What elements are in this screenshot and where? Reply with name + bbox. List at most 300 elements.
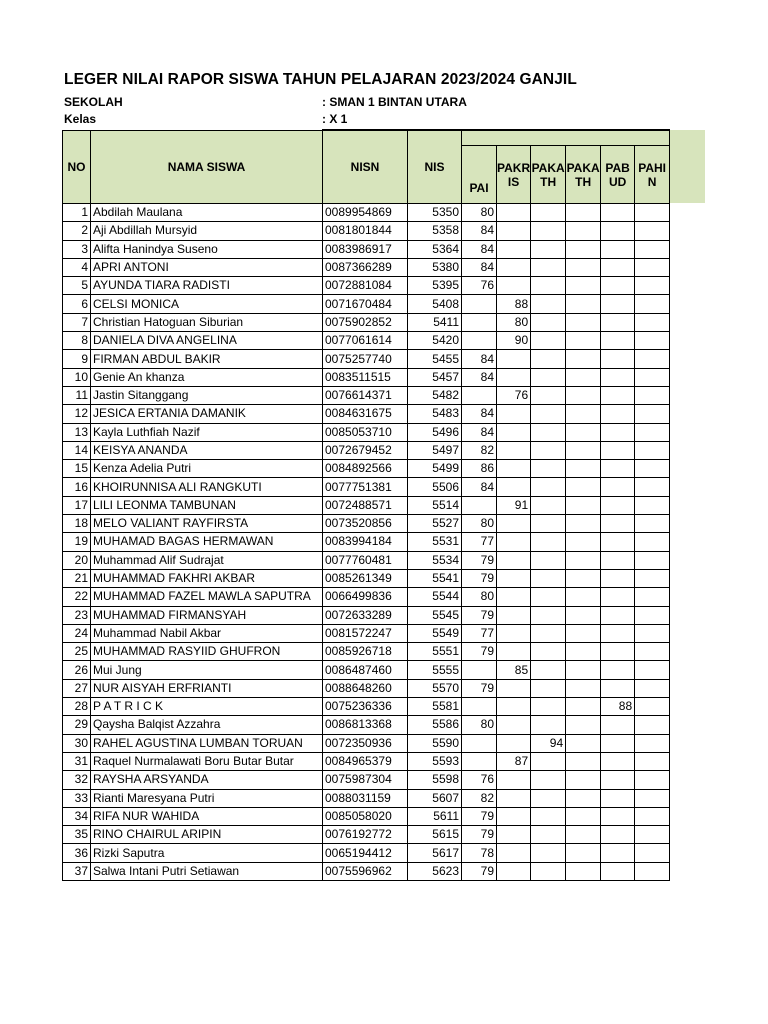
cell-score xyxy=(497,771,531,789)
cell-no: 23 xyxy=(63,606,91,624)
cell-nama-siswa: Rizki Saputra xyxy=(91,844,323,862)
cell-no: 20 xyxy=(63,551,91,569)
cell-score xyxy=(601,515,635,533)
cell-no: 29 xyxy=(63,716,91,734)
cell-score xyxy=(531,862,566,880)
cell-score: 84 xyxy=(462,478,497,496)
cell-nis: 5581 xyxy=(408,698,462,716)
cell-score xyxy=(635,551,670,569)
cell-score xyxy=(635,844,670,862)
cell-score xyxy=(601,734,635,752)
cell-nis: 5544 xyxy=(408,588,462,606)
table-row xyxy=(63,350,670,368)
cell-no: 17 xyxy=(63,496,91,514)
cell-no: 14 xyxy=(63,441,91,459)
cell-no: 18 xyxy=(63,515,91,533)
header-subject-6 xyxy=(635,146,670,204)
cell-nis: 5380 xyxy=(408,258,462,276)
table-row xyxy=(63,222,670,240)
cell-score: 84 xyxy=(462,240,497,258)
cell-score xyxy=(566,423,601,441)
header-subject-line2: IS xyxy=(507,174,520,189)
cell-nisn: 0088031159 xyxy=(323,789,408,807)
cell-score xyxy=(462,752,497,770)
table-row xyxy=(63,716,670,734)
table-row xyxy=(63,789,670,807)
cell-nisn: 0085058020 xyxy=(323,807,408,825)
cell-score xyxy=(635,332,670,350)
cell-score xyxy=(462,386,497,404)
cell-score xyxy=(531,405,566,423)
cell-score xyxy=(566,240,601,258)
cell-score xyxy=(601,258,635,276)
header-subject-line2: TH xyxy=(575,174,592,189)
cell-score: 79 xyxy=(462,643,497,661)
cell-score xyxy=(635,734,670,752)
header-fill-extension xyxy=(669,130,705,203)
cell-nama-siswa: P A T R I C K xyxy=(91,698,323,716)
cell-score xyxy=(601,807,635,825)
cell-score xyxy=(601,752,635,770)
table-row xyxy=(63,844,670,862)
cell-nama-siswa: MUHAMMAD FAZEL MAWLA SAPUTRA xyxy=(91,588,323,606)
header-subject-line2: UD xyxy=(608,174,627,189)
cell-score: 77 xyxy=(462,533,497,551)
cell-nisn: 0076192772 xyxy=(323,826,408,844)
cell-nisn: 0085926718 xyxy=(323,643,408,661)
cell-nis: 5499 xyxy=(408,460,462,478)
cell-nis: 5482 xyxy=(408,386,462,404)
cell-score xyxy=(635,423,670,441)
cell-score xyxy=(531,313,566,331)
cell-score xyxy=(601,789,635,807)
cell-nis: 5598 xyxy=(408,771,462,789)
cell-score: 79 xyxy=(462,862,497,880)
cell-score xyxy=(531,240,566,258)
cell-no: 34 xyxy=(63,807,91,825)
cell-nisn: 0084892566 xyxy=(323,460,408,478)
cell-score: 79 xyxy=(462,826,497,844)
cell-nama-siswa: JESICA ERTANIA DAMANIK xyxy=(91,405,323,423)
cell-score xyxy=(635,350,670,368)
cell-nis: 5358 xyxy=(408,222,462,240)
cell-score xyxy=(635,862,670,880)
cell-score xyxy=(635,460,670,478)
cell-nisn: 0089954869 xyxy=(323,204,408,222)
header-subject-line1: PAI xyxy=(469,181,489,195)
cell-score xyxy=(601,350,635,368)
cell-score xyxy=(531,551,566,569)
cell-score xyxy=(635,643,670,661)
table-row xyxy=(63,643,670,661)
cell-score: 76 xyxy=(497,386,531,404)
cell-no: 6 xyxy=(63,295,91,313)
cell-score xyxy=(601,386,635,404)
cell-nisn: 0072350936 xyxy=(323,734,408,752)
cell-no: 32 xyxy=(63,771,91,789)
cell-score xyxy=(497,862,531,880)
cell-score xyxy=(566,332,601,350)
cell-score xyxy=(497,368,531,386)
cell-score xyxy=(531,826,566,844)
table-row xyxy=(63,313,670,331)
cell-score xyxy=(635,277,670,295)
header-subject-line1: PAKR xyxy=(497,160,531,175)
cell-score: 84 xyxy=(462,350,497,368)
cell-score: 80 xyxy=(462,716,497,734)
cell-score xyxy=(531,569,566,587)
cell-nama-siswa: Qaysha Balqist Azzahra xyxy=(91,716,323,734)
cell-score: 79 xyxy=(462,606,497,624)
cell-nisn: 0077760481 xyxy=(323,551,408,569)
cell-score xyxy=(601,533,635,551)
cell-nisn: 0066499836 xyxy=(323,588,408,606)
cell-nis: 5483 xyxy=(408,405,462,423)
cell-no: 24 xyxy=(63,624,91,642)
cell-no: 35 xyxy=(63,826,91,844)
cell-no: 3 xyxy=(63,240,91,258)
cell-score xyxy=(601,295,635,313)
cell-score xyxy=(635,679,670,697)
cell-score: 76 xyxy=(462,771,497,789)
cell-nisn: 0083986917 xyxy=(323,240,408,258)
cell-nisn: 0086487460 xyxy=(323,661,408,679)
table-row xyxy=(63,698,670,716)
cell-nisn: 0072633289 xyxy=(323,606,408,624)
cell-no: 25 xyxy=(63,643,91,661)
cell-no: 37 xyxy=(63,862,91,880)
cell-no: 19 xyxy=(63,533,91,551)
header-nis: NIS xyxy=(408,131,462,204)
table-row xyxy=(63,368,670,386)
cell-no: 8 xyxy=(63,332,91,350)
cell-score: 84 xyxy=(462,405,497,423)
cell-score xyxy=(566,679,601,697)
cell-score xyxy=(566,734,601,752)
table-row xyxy=(63,332,670,350)
cell-no: 31 xyxy=(63,752,91,770)
header-subject-line2: TH xyxy=(540,174,557,189)
cell-no: 16 xyxy=(63,478,91,496)
cell-score xyxy=(601,569,635,587)
table-row xyxy=(63,807,670,825)
cell-nama-siswa: Abdilah Maulana xyxy=(91,204,323,222)
cell-score xyxy=(497,551,531,569)
table-row xyxy=(63,441,670,459)
header-nisn: NISN xyxy=(323,131,408,204)
cell-score xyxy=(601,368,635,386)
cell-nis: 5514 xyxy=(408,496,462,514)
cell-score xyxy=(531,752,566,770)
cell-no: 7 xyxy=(63,313,91,331)
cell-nisn: 0071670484 xyxy=(323,295,408,313)
cell-score xyxy=(497,277,531,295)
cell-score xyxy=(566,368,601,386)
cell-score xyxy=(462,496,497,514)
cell-no: 4 xyxy=(63,258,91,276)
cell-score xyxy=(566,222,601,240)
cell-nisn: 0084631675 xyxy=(323,405,408,423)
cell-score xyxy=(531,368,566,386)
table-row xyxy=(63,569,670,587)
cell-score xyxy=(635,441,670,459)
cell-score: 94 xyxy=(531,734,566,752)
cell-score xyxy=(497,606,531,624)
cell-nis: 5549 xyxy=(408,624,462,642)
cell-nisn: 0075596962 xyxy=(323,862,408,880)
cell-nisn: 0077061614 xyxy=(323,332,408,350)
cell-score: 88 xyxy=(497,295,531,313)
header-subject-1 xyxy=(462,146,497,204)
cell-nama-siswa: KEISYA ANANDA xyxy=(91,441,323,459)
cell-nisn: 0075236336 xyxy=(323,698,408,716)
cell-no: 15 xyxy=(63,460,91,478)
cell-score: 84 xyxy=(462,423,497,441)
cell-score xyxy=(601,862,635,880)
cell-nis: 5420 xyxy=(408,332,462,350)
cell-nisn: 0083511515 xyxy=(323,368,408,386)
cell-nis: 5593 xyxy=(408,752,462,770)
table-row xyxy=(63,277,670,295)
cell-score xyxy=(566,624,601,642)
cell-score: 84 xyxy=(462,368,497,386)
cell-score xyxy=(601,405,635,423)
cell-score xyxy=(566,569,601,587)
cell-score xyxy=(531,258,566,276)
cell-score xyxy=(566,386,601,404)
cell-nis: 5527 xyxy=(408,515,462,533)
cell-score xyxy=(531,661,566,679)
cell-nama-siswa: MUHAMMAD FIRMANSYAH xyxy=(91,606,323,624)
cell-score xyxy=(531,643,566,661)
cell-nis: 5623 xyxy=(408,862,462,880)
cell-score xyxy=(601,643,635,661)
cell-score xyxy=(601,606,635,624)
cell-score xyxy=(601,441,635,459)
cell-score xyxy=(566,258,601,276)
cell-score xyxy=(635,789,670,807)
cell-score xyxy=(462,332,497,350)
table-row xyxy=(63,734,670,752)
table-row xyxy=(63,295,670,313)
cell-score xyxy=(566,771,601,789)
cell-score xyxy=(462,661,497,679)
cell-nis: 5531 xyxy=(408,533,462,551)
cell-nis: 5364 xyxy=(408,240,462,258)
cell-score xyxy=(497,679,531,697)
cell-nis: 5506 xyxy=(408,478,462,496)
cell-nisn: 0084965379 xyxy=(323,752,408,770)
cell-nis: 5545 xyxy=(408,606,462,624)
cell-score: 85 xyxy=(497,661,531,679)
cell-score xyxy=(601,496,635,514)
cell-score xyxy=(566,807,601,825)
kelas-value: : X 1 xyxy=(322,112,348,126)
cell-nisn: 0085053710 xyxy=(323,423,408,441)
cell-score xyxy=(566,698,601,716)
cell-nisn: 0081801844 xyxy=(323,222,408,240)
cell-score xyxy=(635,716,670,734)
cell-score xyxy=(497,698,531,716)
cell-score: 91 xyxy=(497,496,531,514)
cell-nama-siswa: Rianti Maresyana Putri xyxy=(91,789,323,807)
table-row xyxy=(63,862,670,880)
cell-nis: 5541 xyxy=(408,569,462,587)
cell-score xyxy=(531,423,566,441)
cell-nis: 5555 xyxy=(408,661,462,679)
cell-score: 79 xyxy=(462,679,497,697)
cell-score xyxy=(531,624,566,642)
cell-score xyxy=(531,606,566,624)
cell-score xyxy=(635,368,670,386)
table-row xyxy=(63,661,670,679)
cell-score xyxy=(462,734,497,752)
header-subject-line1: PAHI xyxy=(638,160,667,175)
cell-nama-siswa: MUHAMAD BAGAS HERMAWAN xyxy=(91,533,323,551)
cell-nama-siswa: Aji Abdillah Mursyid xyxy=(91,222,323,240)
cell-nis: 5615 xyxy=(408,826,462,844)
cell-score xyxy=(566,204,601,222)
cell-score: 84 xyxy=(462,222,497,240)
cell-score xyxy=(635,624,670,642)
cell-score xyxy=(566,789,601,807)
cell-score xyxy=(566,551,601,569)
cell-nisn: 0075257740 xyxy=(323,350,408,368)
cell-score xyxy=(497,204,531,222)
cell-nisn: 0087366289 xyxy=(323,258,408,276)
cell-score xyxy=(497,569,531,587)
table-row xyxy=(63,826,670,844)
cell-score xyxy=(566,405,601,423)
cell-no: 22 xyxy=(63,588,91,606)
grades-table xyxy=(62,130,670,881)
table-row xyxy=(63,551,670,569)
cell-score xyxy=(566,533,601,551)
cell-nama-siswa: CELSI MONICA xyxy=(91,295,323,313)
cell-score xyxy=(635,752,670,770)
cell-score: 76 xyxy=(462,277,497,295)
cell-score xyxy=(635,496,670,514)
cell-no: 21 xyxy=(63,569,91,587)
cell-score xyxy=(601,679,635,697)
sekolah-label: SEKOLAH xyxy=(64,95,123,109)
cell-score xyxy=(635,807,670,825)
sekolah-value: : SMAN 1 BINTAN UTARA xyxy=(322,95,467,109)
cell-score xyxy=(566,277,601,295)
cell-nis: 5408 xyxy=(408,295,462,313)
header-subject-line2: N xyxy=(647,174,657,189)
cell-nis: 5455 xyxy=(408,350,462,368)
cell-score xyxy=(497,588,531,606)
cell-nama-siswa: Kenza Adelia Putri xyxy=(91,460,323,478)
cell-nama-siswa: MELO VALIANT RAYFIRSTA xyxy=(91,515,323,533)
cell-nama-siswa: RINO CHAIRUL ARIPIN xyxy=(91,826,323,844)
cell-no: 36 xyxy=(63,844,91,862)
grades-table-body xyxy=(63,204,670,881)
cell-score xyxy=(566,478,601,496)
cell-score xyxy=(531,807,566,825)
cell-nis: 5534 xyxy=(408,551,462,569)
cell-nisn: 0088648260 xyxy=(323,679,408,697)
cell-score xyxy=(497,533,531,551)
cell-score xyxy=(566,515,601,533)
cell-nama-siswa: RAHEL AGUSTINA LUMBAN TORUAN xyxy=(91,734,323,752)
cell-nama-siswa: Salwa Intani Putri Setiawan xyxy=(91,862,323,880)
cell-score xyxy=(531,478,566,496)
cell-score xyxy=(635,569,670,587)
cell-score xyxy=(566,844,601,862)
cell-score xyxy=(531,771,566,789)
cell-score xyxy=(566,862,601,880)
header-subject-2 xyxy=(497,146,531,204)
cell-score: 84 xyxy=(462,258,497,276)
cell-score: 82 xyxy=(462,789,497,807)
cell-score xyxy=(635,588,670,606)
cell-nama-siswa: RAYSHA ARSYANDA xyxy=(91,771,323,789)
cell-score xyxy=(497,240,531,258)
cell-nama-siswa: Genie An khanza xyxy=(91,368,323,386)
cell-nama-siswa: Kayla Luthfiah Nazif xyxy=(91,423,323,441)
cell-nis: 5395 xyxy=(408,277,462,295)
cell-score xyxy=(635,478,670,496)
cell-score xyxy=(497,807,531,825)
cell-score xyxy=(531,515,566,533)
cell-nis: 5607 xyxy=(408,789,462,807)
cell-score xyxy=(497,624,531,642)
cell-score: 79 xyxy=(462,551,497,569)
cell-nis: 5457 xyxy=(408,368,462,386)
cell-score xyxy=(566,643,601,661)
cell-score xyxy=(531,698,566,716)
cell-score xyxy=(497,405,531,423)
cell-score xyxy=(531,844,566,862)
cell-no: 27 xyxy=(63,679,91,697)
cell-score xyxy=(635,405,670,423)
cell-score: 80 xyxy=(462,515,497,533)
cell-score xyxy=(497,734,531,752)
header-subject-line1: PAKA xyxy=(566,160,600,175)
cell-score: 79 xyxy=(462,807,497,825)
header-nama-siswa: NAMA SISWA xyxy=(91,131,323,204)
cell-score xyxy=(531,679,566,697)
cell-score xyxy=(497,222,531,240)
table-row xyxy=(63,258,670,276)
cell-score xyxy=(497,350,531,368)
cell-score xyxy=(566,496,601,514)
cell-score xyxy=(601,222,635,240)
cell-score xyxy=(531,350,566,368)
cell-nisn: 0072881084 xyxy=(323,277,408,295)
cell-score: 88 xyxy=(601,698,635,716)
cell-nisn: 0072679452 xyxy=(323,441,408,459)
cell-nama-siswa: Mui Jung xyxy=(91,661,323,679)
header-subject-group xyxy=(462,131,670,146)
kelas-label: Kelas xyxy=(64,112,97,126)
cell-score xyxy=(601,826,635,844)
header-subject-line1: PAB xyxy=(605,160,630,175)
cell-score xyxy=(601,661,635,679)
cell-score xyxy=(566,716,601,734)
cell-score xyxy=(601,204,635,222)
cell-nis: 5570 xyxy=(408,679,462,697)
cell-nama-siswa: AYUNDA TIARA RADISTI xyxy=(91,277,323,295)
cell-nama-siswa: Alifta Hanindya Suseno xyxy=(91,240,323,258)
cell-score xyxy=(635,661,670,679)
cell-score: 79 xyxy=(462,569,497,587)
cell-score xyxy=(601,624,635,642)
cell-score xyxy=(635,533,670,551)
cell-nama-siswa: Christian Hatoguan Siburian xyxy=(91,313,323,331)
